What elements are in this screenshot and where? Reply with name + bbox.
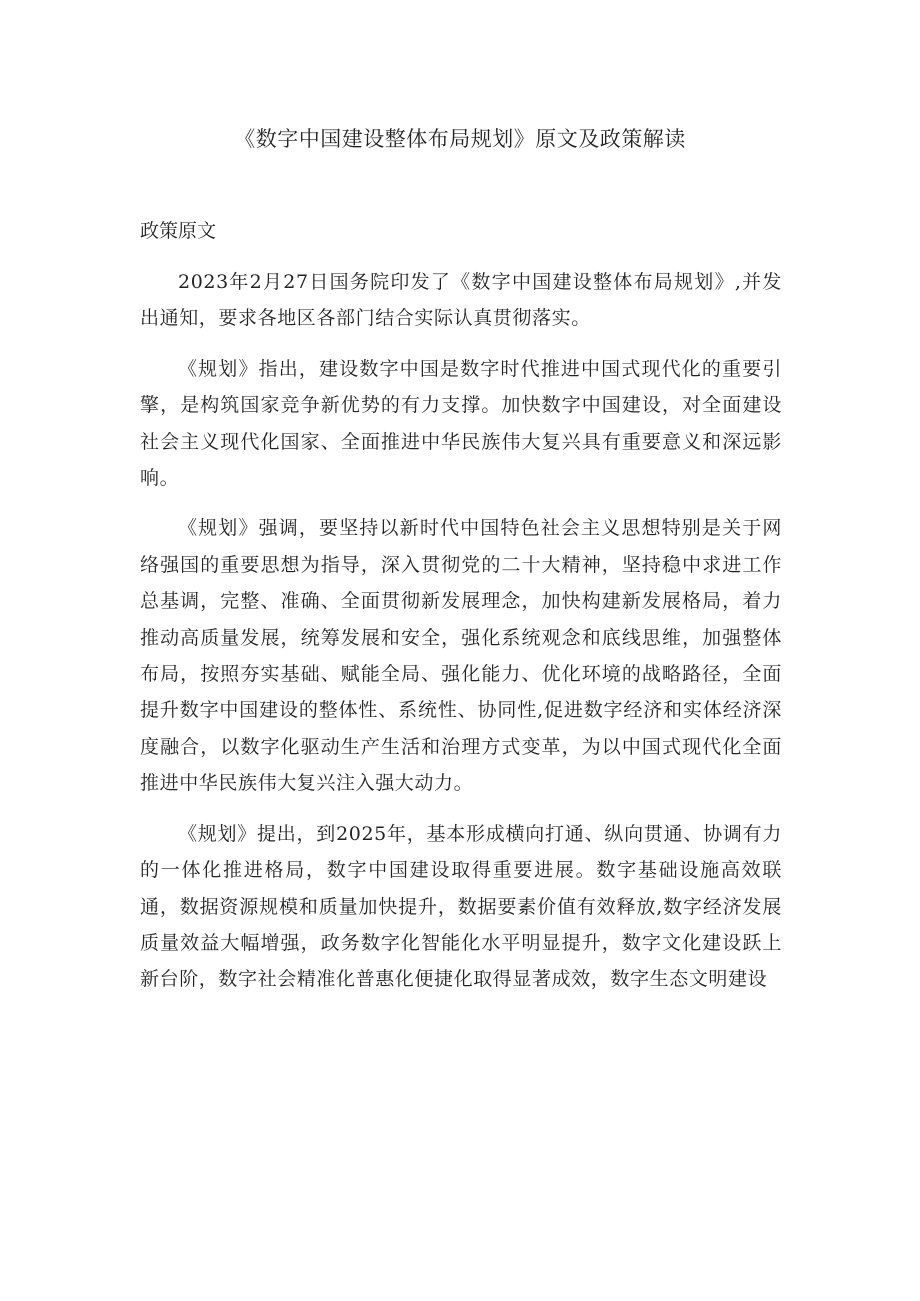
document-title: 《数字中国建设整体布局规划》原文及政策解读 [234, 127, 686, 151]
paragraph-4: 《规划》提出，到2025年，基本形成横向打通、纵向贯通、协调有力的一体化推进格局，数字中国建设取得重要进展。数字基础设施高效联通，数据资源规模和质量加快提升，数据要素价值有效释放,数字经济发展质量效益大幅增强，政务数字化智能化水平明显提升，数字文化建设跃上新台阶，数字社会精准化普惠化便捷化取得显著成效，数字生态文明建设 [140, 822, 782, 991]
section-heading: 政策原文 [140, 220, 217, 242]
paragraph-2: 《规划》指出，建设数字中国是数字时代推进中国式现代化的重要引擎，是构筑国家竞争新优势的有力支撑。加快数字中国建设，对全面建设社会主义现代化国家、全面推进中华民族伟大复兴具有重要意义和深远影响。 [140, 357, 782, 490]
document-body [140, 213, 782, 998]
paragraph-3: 《规划》强调，要坚持以新时代中国特色社会主义思想特别是关于网络强国的重要思想为指导，深入贯彻党的二十大精神，坚持稳中求进工作总基调，完整、准确、全面贯彻新发展理念，加快构建新发展格局，着力推动高质量发展，统筹发展和安全，强化系统观念和底线思维，加强整体布局，按照夯实基础、赋能全局、强化能力、优化环境的战略路径，全面提升数字中国建设的整体性、系统性、协同性,促进数字经济和实体经济深度融合，以数字化驱动生产生活和治理方式变革，为以中国式现代化全面推进中华民族伟大复兴注入强大动力。 [140, 517, 782, 795]
paragraph-1: 2023年2月27日国务院印发了《数字中国建设整体布局规划》,并发出通知，要求各地区各部门结合实际认真贯彻落实。 [140, 271, 782, 330]
